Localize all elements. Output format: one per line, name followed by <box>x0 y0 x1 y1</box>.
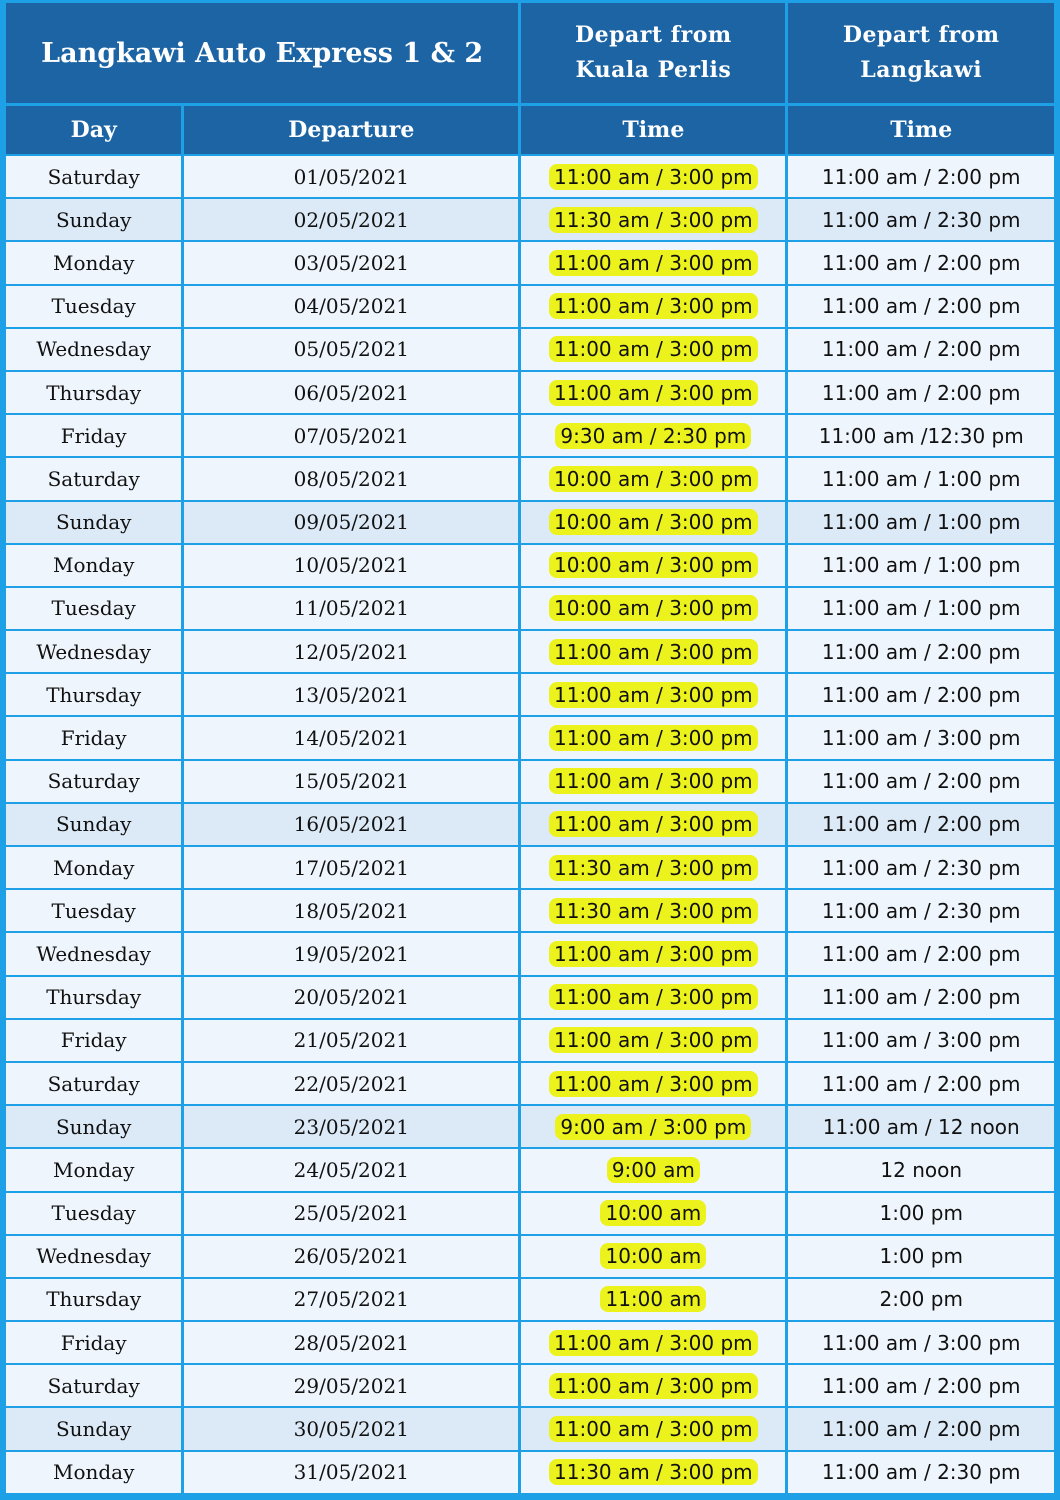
day-cell: Tuesday <box>6 890 181 933</box>
kuala-perlis-time-cell <box>521 1063 785 1106</box>
date-cell: 29/05/2021 <box>184 1365 518 1408</box>
column-header-time-langkawi: Time <box>788 106 1054 156</box>
date-cell: 17/05/2021 <box>184 847 518 890</box>
langkawi-time-cell: 11:00 am / 2:00 pm <box>788 1063 1054 1106</box>
table-row <box>6 242 1054 285</box>
day-cell: Thursday <box>6 1279 181 1322</box>
date-cell: 02/05/2021 <box>184 199 518 242</box>
kuala-perlis-time-cell <box>521 545 785 588</box>
schedule-body <box>6 156 1054 1495</box>
day-cell: Saturday <box>6 1063 181 1106</box>
kuala-perlis-time-cell <box>521 329 785 372</box>
day-cell: Sunday <box>6 199 181 242</box>
langkawi-time-cell: 1:00 pm <box>788 1193 1054 1236</box>
highlighted-time: 11:00 am / 3:00 pm <box>549 1330 758 1356</box>
day-cell: Tuesday <box>6 588 181 631</box>
highlighted-time: 11:00 am / 3:00 pm <box>549 768 758 794</box>
highlighted-time: 10:00 am / 3:00 pm <box>549 552 758 578</box>
day-cell: Thursday <box>6 372 181 415</box>
kuala-perlis-time-cell <box>521 242 785 285</box>
langkawi-time-cell: 11:00 am / 2:00 pm <box>788 156 1054 199</box>
kuala-perlis-time-cell <box>521 1408 785 1451</box>
day-cell: Friday <box>6 717 181 760</box>
date-cell: 26/05/2021 <box>184 1236 518 1279</box>
highlighted-time: 11:30 am / 3:00 pm <box>549 1459 758 1485</box>
header-kuala-perlis-line2: Kuala Perlis <box>575 57 732 83</box>
day-cell: Wednesday <box>6 631 181 674</box>
table-row <box>6 1149 1054 1192</box>
kuala-perlis-time-cell <box>521 156 785 199</box>
day-cell: Tuesday <box>6 1193 181 1236</box>
kuala-perlis-time-cell <box>521 1452 785 1495</box>
langkawi-time-cell: 11:00 am / 2:30 pm <box>788 847 1054 890</box>
day-cell: Saturday <box>6 761 181 804</box>
date-cell: 25/05/2021 <box>184 1193 518 1236</box>
kuala-perlis-time-cell <box>521 372 785 415</box>
highlighted-time: 10:00 am <box>600 1243 706 1269</box>
langkawi-time-cell: 11:00 am / 2:00 pm <box>788 286 1054 329</box>
table-row <box>6 1279 1054 1322</box>
langkawi-time-cell: 11:00 am / 2:00 pm <box>788 1408 1054 1451</box>
day-cell: Thursday <box>6 977 181 1020</box>
langkawi-time-cell: 11:00 am / 1:00 pm <box>788 588 1054 631</box>
date-cell: 05/05/2021 <box>184 329 518 372</box>
day-cell: Monday <box>6 1149 181 1192</box>
column-header-day: Day <box>6 106 181 156</box>
langkawi-time-cell: 11:00 am / 2:00 pm <box>788 761 1054 804</box>
langkawi-time-cell: 1:00 pm <box>788 1236 1054 1279</box>
highlighted-time: 9:00 am / 3:00 pm <box>555 1114 751 1140</box>
header-row-main <box>6 3 1054 106</box>
table-row <box>6 1106 1054 1149</box>
kuala-perlis-time-cell <box>521 977 785 1020</box>
highlighted-time: 11:00 am / 3:00 pm <box>549 380 758 406</box>
highlighted-time: 11:00 am / 3:00 pm <box>549 941 758 967</box>
langkawi-time-cell: 11:00 am / 1:00 pm <box>788 502 1054 545</box>
day-cell: Sunday <box>6 1408 181 1451</box>
langkawi-time-cell: 11:00 am / 3:00 pm <box>788 717 1054 760</box>
kuala-perlis-time-cell <box>521 588 785 631</box>
day-cell: Friday <box>6 1020 181 1063</box>
date-cell: 09/05/2021 <box>184 502 518 545</box>
highlighted-time: 11:00 am / 3:00 pm <box>549 1416 758 1442</box>
day-cell: Wednesday <box>6 1236 181 1279</box>
date-cell: 04/05/2021 <box>184 286 518 329</box>
day-cell: Tuesday <box>6 286 181 329</box>
langkawi-time-cell: 11:00 am / 2:30 pm <box>788 890 1054 933</box>
header-kuala-perlis <box>521 3 785 106</box>
column-header-departure: Departure <box>184 106 518 156</box>
kuala-perlis-time-cell <box>521 890 785 933</box>
table-title: Langkawi Auto Express 1 & 2 <box>6 3 518 106</box>
langkawi-time-cell: 11:00 am / 2:30 pm <box>788 1452 1054 1495</box>
table-row <box>6 890 1054 933</box>
date-cell: 15/05/2021 <box>184 761 518 804</box>
day-cell: Wednesday <box>6 933 181 976</box>
date-cell: 27/05/2021 <box>184 1279 518 1322</box>
highlighted-time: 11:30 am / 3:00 pm <box>549 207 758 233</box>
header-langkawi <box>788 3 1054 106</box>
date-cell: 03/05/2021 <box>184 242 518 285</box>
day-cell: Friday <box>6 415 181 458</box>
highlighted-time: 11:00 am / 3:00 pm <box>549 1071 758 1097</box>
highlighted-time: 11:30 am / 3:00 pm <box>549 898 758 924</box>
table-row <box>6 1193 1054 1236</box>
kuala-perlis-time-cell <box>521 1322 785 1365</box>
langkawi-time-cell: 11:00 am / 2:00 pm <box>788 329 1054 372</box>
langkawi-time-cell: 11:00 am / 2:00 pm <box>788 1365 1054 1408</box>
date-cell: 28/05/2021 <box>184 1322 518 1365</box>
header-langkawi-line2: Langkawi <box>860 57 983 83</box>
highlighted-time: 11:00 am / 3:00 pm <box>549 336 758 362</box>
table-row <box>6 286 1054 329</box>
kuala-perlis-time-cell <box>521 1279 785 1322</box>
table-row <box>6 977 1054 1020</box>
header-row-sub <box>6 106 1054 156</box>
date-cell: 01/05/2021 <box>184 156 518 199</box>
kuala-perlis-time-cell <box>521 717 785 760</box>
langkawi-time-cell: 11:00 am / 2:00 pm <box>788 372 1054 415</box>
table-row <box>6 933 1054 976</box>
highlighted-time: 11:00 am / 3:00 pm <box>549 639 758 665</box>
table-row <box>6 847 1054 890</box>
header-kuala-perlis-line1: Depart from <box>575 22 732 48</box>
kuala-perlis-time-cell <box>521 847 785 890</box>
highlighted-time: 11:00 am / 3:00 pm <box>549 293 758 319</box>
highlighted-time: 11:00 am / 3:00 pm <box>549 811 758 837</box>
date-cell: 22/05/2021 <box>184 1063 518 1106</box>
table-row <box>6 329 1054 372</box>
kuala-perlis-time-cell <box>521 415 785 458</box>
kuala-perlis-time-cell <box>521 1193 785 1236</box>
langkawi-time-cell: 11:00 am / 2:00 pm <box>788 933 1054 976</box>
kuala-perlis-time-cell <box>521 458 785 501</box>
date-cell: 20/05/2021 <box>184 977 518 1020</box>
langkawi-time-cell: 12 noon <box>788 1149 1054 1192</box>
date-cell: 10/05/2021 <box>184 545 518 588</box>
date-cell: 12/05/2021 <box>184 631 518 674</box>
date-cell: 14/05/2021 <box>184 717 518 760</box>
highlighted-time: 10:00 am / 3:00 pm <box>549 466 758 492</box>
highlighted-time: 11:00 am / 3:00 pm <box>549 1373 758 1399</box>
table-row <box>6 1365 1054 1408</box>
day-cell: Monday <box>6 545 181 588</box>
kuala-perlis-time-cell <box>521 1236 785 1279</box>
highlighted-time: 9:30 am / 2:30 pm <box>555 423 751 449</box>
table-row <box>6 199 1054 242</box>
highlighted-time: 11:00 am / 3:00 pm <box>549 250 758 276</box>
table-row <box>6 502 1054 545</box>
date-cell: 31/05/2021 <box>184 1452 518 1495</box>
table-row <box>6 674 1054 717</box>
kuala-perlis-time-cell <box>521 1106 785 1149</box>
table-row <box>6 1020 1054 1063</box>
date-cell: 19/05/2021 <box>184 933 518 976</box>
date-cell: 07/05/2021 <box>184 415 518 458</box>
kuala-perlis-time-cell <box>521 933 785 976</box>
table-row <box>6 1408 1054 1451</box>
kuala-perlis-time-cell <box>521 286 785 329</box>
day-cell: Friday <box>6 1322 181 1365</box>
date-cell: 24/05/2021 <box>184 1149 518 1192</box>
langkawi-time-cell: 11:00 am / 3:00 pm <box>788 1322 1054 1365</box>
table-row <box>6 717 1054 760</box>
langkawi-time-cell: 11:00 am /12:30 pm <box>788 415 1054 458</box>
highlighted-time: 10:00 am / 3:00 pm <box>549 509 758 535</box>
highlighted-time: 11:00 am / 3:00 pm <box>549 682 758 708</box>
day-cell: Sunday <box>6 804 181 847</box>
highlighted-time: 11:00 am / 3:00 pm <box>549 164 758 190</box>
day-cell: Saturday <box>6 156 181 199</box>
day-cell: Thursday <box>6 674 181 717</box>
kuala-perlis-time-cell <box>521 631 785 674</box>
date-cell: 13/05/2021 <box>184 674 518 717</box>
kuala-perlis-time-cell <box>521 1149 785 1192</box>
langkawi-time-cell: 11:00 am / 2:30 pm <box>788 199 1054 242</box>
kuala-perlis-time-cell <box>521 502 785 545</box>
date-cell: 30/05/2021 <box>184 1408 518 1451</box>
table-row <box>6 545 1054 588</box>
table-row <box>6 156 1054 199</box>
table-row <box>6 631 1054 674</box>
ferry-schedule-table <box>3 3 1057 1495</box>
highlighted-time: 11:30 am / 3:00 pm <box>549 855 758 881</box>
date-cell: 23/05/2021 <box>184 1106 518 1149</box>
langkawi-time-cell: 11:00 am / 12 noon <box>788 1106 1054 1149</box>
table-row <box>6 588 1054 631</box>
column-header-time-kuala-perlis: Time <box>521 106 785 156</box>
date-cell: 16/05/2021 <box>184 804 518 847</box>
langkawi-time-cell: 11:00 am / 2:00 pm <box>788 804 1054 847</box>
table-row <box>6 761 1054 804</box>
highlighted-time: 9:00 am <box>607 1157 700 1183</box>
day-cell: Saturday <box>6 1365 181 1408</box>
kuala-perlis-time-cell <box>521 674 785 717</box>
highlighted-time: 11:00 am / 3:00 pm <box>549 984 758 1010</box>
table-row <box>6 1063 1054 1106</box>
table-row <box>6 458 1054 501</box>
date-cell: 18/05/2021 <box>184 890 518 933</box>
table-row <box>6 1236 1054 1279</box>
day-cell: Monday <box>6 1452 181 1495</box>
table-row <box>6 804 1054 847</box>
date-cell: 06/05/2021 <box>184 372 518 415</box>
kuala-perlis-time-cell <box>521 1020 785 1063</box>
day-cell: Wednesday <box>6 329 181 372</box>
langkawi-time-cell: 11:00 am / 2:00 pm <box>788 242 1054 285</box>
table-row <box>6 415 1054 458</box>
langkawi-time-cell: 11:00 am / 2:00 pm <box>788 631 1054 674</box>
highlighted-time: 11:00 am <box>600 1286 706 1312</box>
date-cell: 21/05/2021 <box>184 1020 518 1063</box>
day-cell: Monday <box>6 242 181 285</box>
day-cell: Sunday <box>6 502 181 545</box>
langkawi-time-cell: 11:00 am / 3:00 pm <box>788 1020 1054 1063</box>
kuala-perlis-time-cell <box>521 804 785 847</box>
langkawi-time-cell: 11:00 am / 1:00 pm <box>788 458 1054 501</box>
highlighted-time: 10:00 am <box>600 1200 706 1226</box>
date-cell: 08/05/2021 <box>184 458 518 501</box>
highlighted-time: 11:00 am / 3:00 pm <box>549 725 758 751</box>
table-row <box>6 1452 1054 1495</box>
highlighted-time: 11:00 am / 3:00 pm <box>549 1027 758 1053</box>
date-cell: 11/05/2021 <box>184 588 518 631</box>
day-cell: Monday <box>6 847 181 890</box>
day-cell: Sunday <box>6 1106 181 1149</box>
langkawi-time-cell: 2:00 pm <box>788 1279 1054 1322</box>
highlighted-time: 10:00 am / 3:00 pm <box>549 595 758 621</box>
table-row <box>6 1322 1054 1365</box>
langkawi-time-cell: 11:00 am / 2:00 pm <box>788 977 1054 1020</box>
day-cell: Saturday <box>6 458 181 501</box>
header-langkawi-line1: Depart from <box>842 22 1000 48</box>
kuala-perlis-time-cell <box>521 761 785 804</box>
kuala-perlis-time-cell <box>521 1365 785 1408</box>
langkawi-time-cell: 11:00 am / 2:00 pm <box>788 674 1054 717</box>
kuala-perlis-time-cell <box>521 199 785 242</box>
table-row <box>6 372 1054 415</box>
langkawi-time-cell: 11:00 am / 1:00 pm <box>788 545 1054 588</box>
